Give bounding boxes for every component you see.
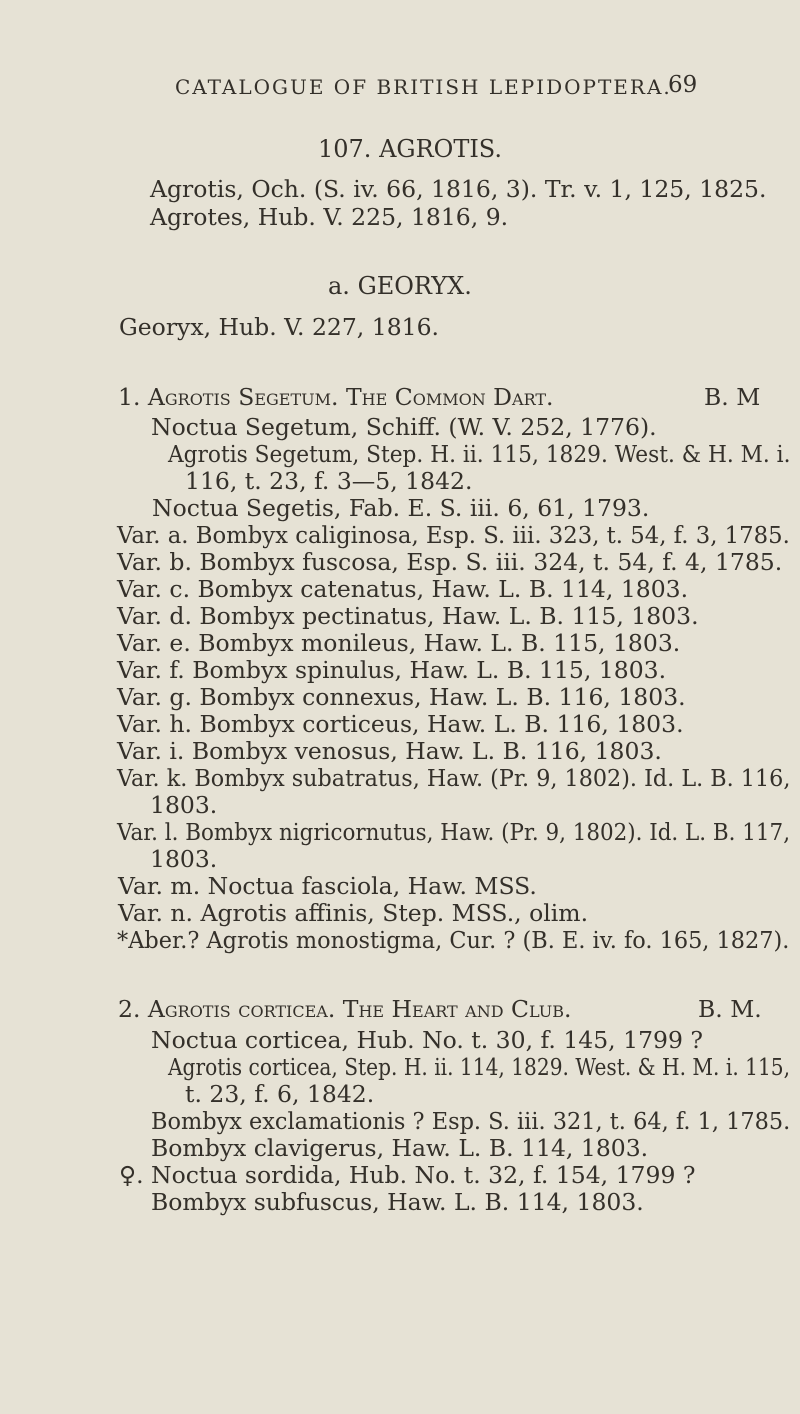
citation-line: Noctua sordida, Hub. No. t. 32, f. 154, 1799 ? xyxy=(151,1161,696,1189)
citation-line: Bombyx subfuscus, Haw. L. B. 114, 1803. xyxy=(151,1188,644,1216)
citation-line: 116, t. 23, f. 3—5, 1842. xyxy=(185,467,473,495)
variety-line: Var. g. Bombyx connexus, Haw. L. B. 116, 1803. xyxy=(117,683,686,711)
genus-heading: 107. AGROTIS. xyxy=(318,135,503,163)
variety-line: Var. d. Bombyx pectinatus, Haw. L. B. 115, 1803. xyxy=(117,602,699,630)
citation-line: Noctua Segetis, Fab. E. S. iii. 6, 61, 1793. xyxy=(152,494,650,522)
variety-line: Var. h. Bombyx corticeus, Haw. L. B. 116, 1803. xyxy=(117,710,684,738)
variety-line: Var. n. Agrotis affinis, Step. MSS., olim. xyxy=(118,899,589,927)
variety-line: Var. a. Bombyx caliginosa, Esp. S. iii. 323, t. 54, f. 3, 1785. xyxy=(117,521,790,549)
variety-line: Var. c. Bombyx catenatus, Haw. L. B. 114, 1803. xyxy=(117,575,689,603)
variety-line: Var. l. Bombyx nigricornutus, Haw. (Pr. 9, 1802). Id. L. B. 117, xyxy=(117,818,791,846)
citation-line: Bombyx clavigerus, Haw. L. B. 114, 1803. xyxy=(151,1134,649,1162)
variety-line: Var. f. Bombyx spinulus, Haw. L. B. 115, 1803. xyxy=(117,656,667,684)
section-heading: a. GEORYX. xyxy=(328,272,472,300)
page-number: 69 xyxy=(668,72,698,98)
citation-line: Agrotis corticea, Step. H. ii. 114, 1829. West. & H. M. i. 115, xyxy=(168,1053,791,1081)
species-title: 1. Agrotis Segetum. The Common Dart. xyxy=(118,383,554,411)
variety-line: Var. m. Noctua fasciola, Haw. MSS. xyxy=(118,872,537,900)
aberration-line: *Aber.? Agrotis monostigma, Cur. ? (B. E. iv. fo. 165, 1827). xyxy=(117,926,790,954)
section-synonym: Georyx, Hub. V. 227, 1816. xyxy=(119,313,440,341)
sex-symbol: ♀. xyxy=(119,1161,144,1189)
variety-line: Var. e. Bombyx monileus, Haw. L. B. 115, 1803. xyxy=(117,629,681,657)
running-title: CATALOGUE OF BRITISH LEPIDOPTERA. xyxy=(175,75,672,99)
variety-line-continued: 1803. xyxy=(150,845,218,873)
citation-line: Bombyx exclamationis ? Esp. S. iii. 321, t. 64, f. 1, 1785. xyxy=(151,1107,791,1135)
citation-line: t. 23, f. 6, 1842. xyxy=(185,1080,375,1108)
variety-line: Var. i. Bombyx venosus, Haw. L. B. 116, 1803. xyxy=(117,737,662,765)
variety-line: Var. b. Bombyx fuscosa, Esp. S. iii. 324, t. 54, f. 4, 1785. xyxy=(117,548,783,576)
species-title: 2. Agrotis corticea. The Heart and Club. xyxy=(118,995,572,1023)
genus-synonym: Agrotes, Hub. V. 225, 1816, 9. xyxy=(150,203,509,231)
citation-line: Agrotis Segetum, Step. H. ii. 115, 1829. West. & H. M. i. xyxy=(168,440,791,468)
genus-synonym: Agrotis, Och. (S. iv. 66, 1816, 3). Tr. v. 1, 125, 1825. xyxy=(150,175,767,203)
variety-line: Var. k. Bombyx subatratus, Haw. (Pr. 9, 1802). Id. L. B. 116, xyxy=(117,764,791,792)
variety-line-continued: 1803. xyxy=(150,791,218,819)
distribution-mark: B. M xyxy=(704,383,761,411)
citation-line: Noctua Segetum, Schiff. (W. V. 252, 1776). xyxy=(151,413,657,441)
distribution-mark: B. M. xyxy=(698,995,762,1023)
citation-line: Noctua corticea, Hub. No. t. 30, f. 145, 1799 ? xyxy=(151,1026,703,1054)
